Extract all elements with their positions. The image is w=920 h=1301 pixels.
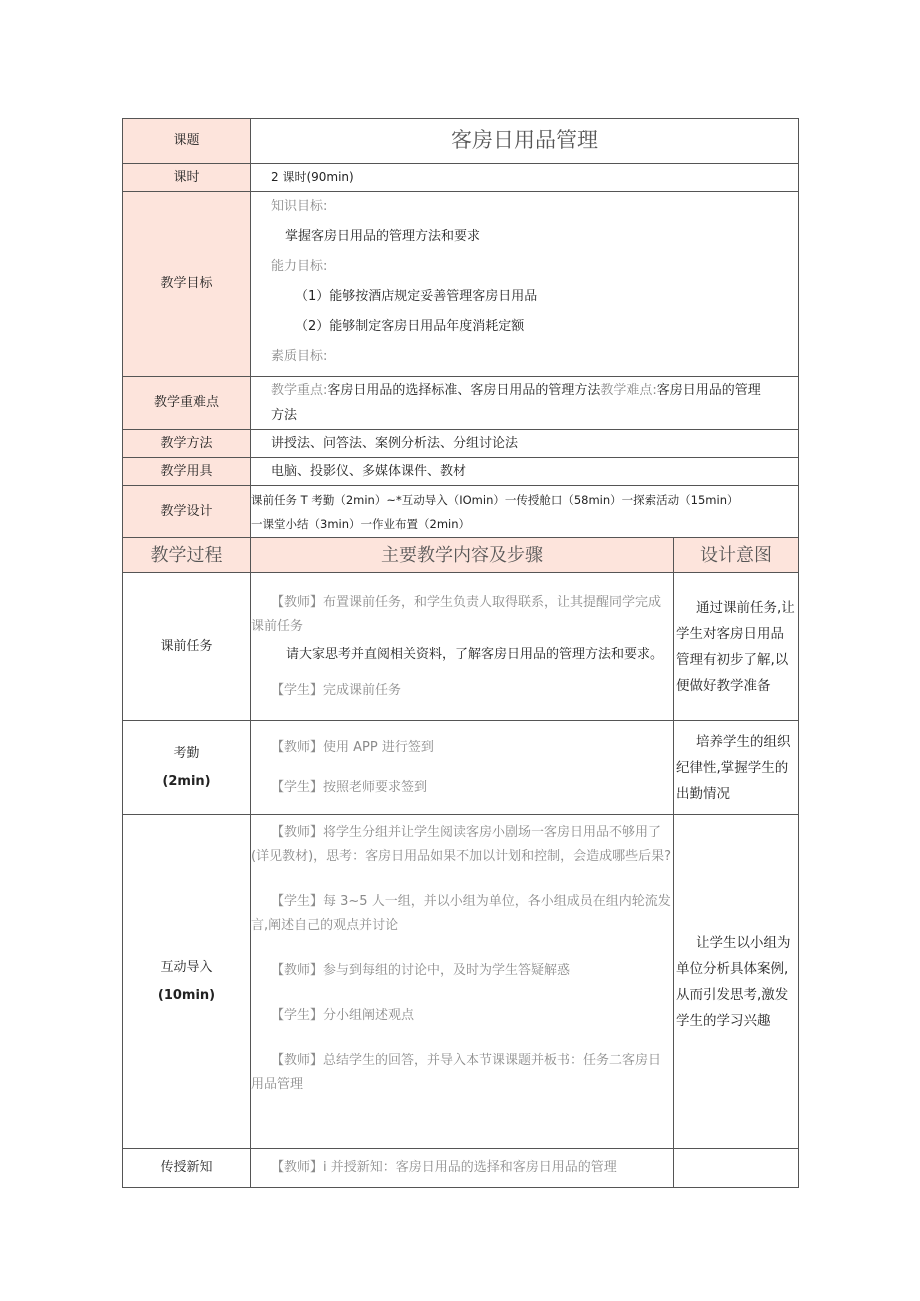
intro-content (251, 815, 674, 1149)
key-points-label: 教学重难点 (123, 377, 251, 430)
teach-new-content (251, 1149, 674, 1188)
key-points-content (251, 377, 799, 430)
attendance-intent: 培养学生的组织纪律性,掌握学生的出勤情况 (674, 721, 799, 815)
ability-goal-heading: 能力目标: (271, 259, 328, 274)
lesson-title: 客房日用品管理 (251, 119, 799, 164)
design-line-1: 课前任务 T 考勤（2min）~*互动导入（IOmin）一传授舱口（58min）一探索活动（15min） (251, 492, 739, 507)
attendance-label-cell (123, 721, 251, 815)
teach-new-row (123, 1149, 799, 1188)
difficult-point-text: 客房日用品的管理 (656, 383, 761, 398)
hours-value (251, 164, 799, 192)
ability-goal-item-2: （2）能够制定客房日用品年度消耗定额 (295, 319, 525, 334)
hours-label: 课时 (123, 164, 251, 192)
intro-teacher-3: 【教师】总结学生的回答，并导入本节课课题并板书：任务二客房日用品管理 (251, 1053, 662, 1092)
attendance-student: 【学生】按照老师要求签到 (271, 780, 428, 795)
pre-task-row (123, 573, 799, 721)
process-header-col-1: 教学过程 (123, 538, 251, 573)
difficult-point-text-2: 方法 (271, 408, 298, 423)
attendance-teacher: 【教师】使用 APP 进行签到 (271, 739, 434, 755)
design-row (123, 486, 799, 538)
intro-teacher-2: 【教师】参与到每组的讨论中，及时为学生答疑解惑 (271, 963, 571, 978)
teach-new-label: 传授新知 (123, 1149, 251, 1188)
lesson-plan-document (122, 118, 798, 1188)
goals-content (251, 192, 799, 377)
process-header-row (123, 538, 799, 573)
methods-row (123, 430, 799, 458)
pre-task-prompt: 请大家思考并直阅相关资料，了解客房日用品的管理方法和要求。 (286, 646, 664, 662)
attendance-row (123, 721, 799, 815)
intro-student-1: 【学生】每 3~5 人一组，并以小组为单位，各小组成员在组内轮流发言,阐述自己的观点并讨论 (251, 894, 671, 933)
teach-new-intent (674, 1149, 799, 1188)
key-point-text: 客房日用品的选择标准、客房日用品的管理方法 (327, 383, 601, 398)
key-points-row (123, 377, 799, 430)
knowledge-goal-item: 掌握客房日用品的管理方法和要求 (285, 229, 481, 244)
goals-label: 教学目标 (123, 192, 251, 377)
knowledge-goal-heading: 知识目标: (271, 199, 328, 214)
pre-task-student: 【学生】完成课前任务 (271, 682, 402, 698)
pre-task-teacher: 【教师】布置课前任务，和学生负责人取得联系，让其提醒同学完成课前任务 (251, 594, 662, 634)
process-header-col-3: 设计意图 (674, 538, 799, 573)
design-label: 教学设计 (123, 486, 251, 538)
intro-teacher-1: 【教师】将学生分组并让学生阅读客房小剧场一客房日用品不够用了(详见教材)，思考：客房日用品如果不加以计划和控制，会造成哪些后果? (251, 825, 672, 864)
pre-task-label: 课前任务 (123, 573, 251, 721)
tools-label: 教学用具 (123, 458, 251, 486)
intro-duration: (10min) (157, 987, 216, 1003)
process-header-col-2: 主要教学内容及步骤 (251, 538, 674, 573)
difficult-point-prefix: 教学难点: (600, 383, 657, 398)
topic-row (123, 119, 799, 164)
attendance-duration: (2min) (162, 773, 211, 789)
ability-goal-item-1: （1）能够按酒店规定妥善管理客房日用品 (295, 289, 538, 304)
quality-goal-heading: 素质目标: (271, 349, 328, 364)
intro-intent: 让学生以小组为单位分析具体案例,从而引发思考,激发学生的学习兴趣 (674, 815, 799, 1149)
hours-text: 2 课时(90min) (271, 169, 354, 184)
design-content (251, 486, 799, 538)
pre-task-intent: 通过课前任务,让学生对客房日用品管理有初步了解,以便做好教学准备 (674, 573, 799, 721)
teach-new-teacher: 【教师】i 并授新知：客房日用品的选择和客房日用品的管理 (271, 1160, 617, 1176)
intro-student-2: 【学生】分小组阐述观点 (271, 1008, 415, 1023)
intro-label: 互动导入 (160, 959, 213, 975)
attendance-content (251, 721, 674, 815)
tools-row (123, 458, 799, 486)
lesson-plan-table (122, 118, 799, 1188)
pre-task-content (251, 573, 674, 721)
tools-value: 电脑、投影仪、多媒体课件、教材 (251, 458, 799, 486)
goals-row (123, 192, 799, 377)
intro-row (123, 815, 799, 1149)
hours-row (123, 164, 799, 192)
intro-label-cell (123, 815, 251, 1149)
topic-label: 课题 (123, 119, 251, 164)
key-point-prefix: 教学重点: (271, 383, 328, 398)
attendance-label: 考勤 (173, 745, 200, 761)
design-line-2: 一课堂小结（3min）一作业布置（2min） (251, 516, 471, 531)
methods-label: 教学方法 (123, 430, 251, 458)
methods-value: 讲授法、问答法、案例分析法、分组讨论法 (251, 430, 799, 458)
